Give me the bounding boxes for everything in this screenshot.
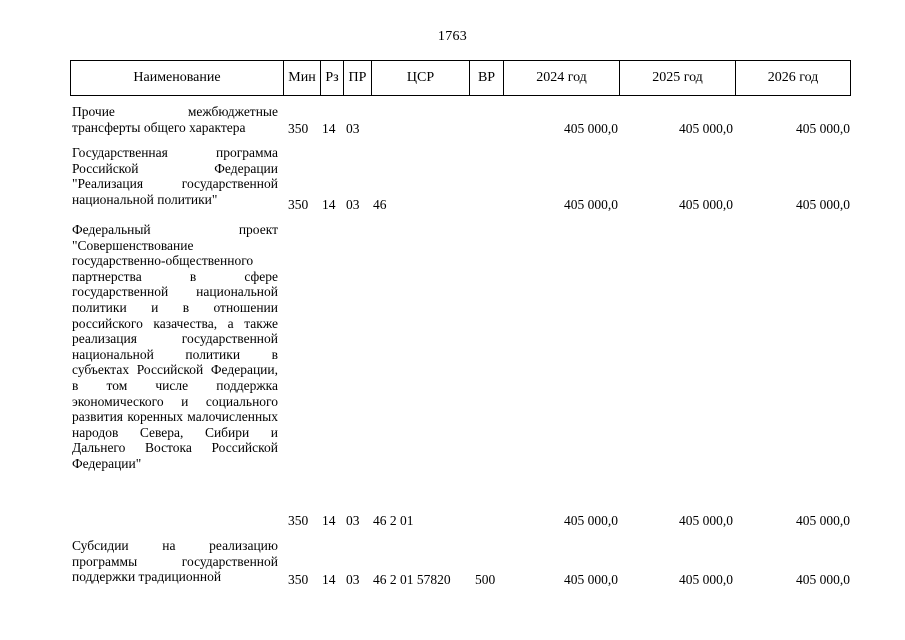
- row-min: 350: [288, 121, 309, 136]
- row-name: Субсидии на реализацию программы государственной поддержки традиционной: [72, 538, 278, 585]
- page-number: 1763: [437, 29, 468, 44]
- row-2025: 405 000,0: [679, 572, 733, 587]
- row-vr: 500: [475, 572, 496, 587]
- row-csr: 46: [373, 197, 387, 212]
- row-2025: 405 000,0: [679, 197, 733, 212]
- row-min: 350: [288, 572, 309, 587]
- row-pr: 03: [346, 513, 360, 528]
- row-2024: 405 000,0: [564, 197, 618, 212]
- row-rz: 14: [322, 513, 336, 528]
- header-csr: ЦСР: [371, 61, 469, 95]
- row-min: 350: [288, 513, 309, 528]
- row-min: 350: [288, 197, 309, 212]
- row-rz: 14: [322, 121, 336, 136]
- header-2025: 2025 год: [619, 61, 735, 95]
- row-2025: 405 000,0: [679, 513, 733, 528]
- header-rz: Рз: [320, 61, 343, 95]
- table-header: [70, 60, 851, 96]
- header-min: Мин: [283, 61, 320, 95]
- row-csr: 46 2 01: [373, 513, 414, 528]
- row-2024: 405 000,0: [564, 572, 618, 587]
- header-name: Наименование: [133, 70, 221, 85]
- row-2025: 405 000,0: [679, 121, 733, 136]
- row-rz: 14: [322, 572, 336, 587]
- row-rz: 14: [322, 197, 336, 212]
- header-2024: 2024 год: [503, 61, 619, 95]
- row-csr: 46 2 01 57820: [373, 572, 451, 587]
- header-pr: ПР: [343, 61, 371, 95]
- header-2026: 2026 год: [735, 61, 850, 95]
- row-2026: 405 000,0: [796, 121, 850, 136]
- row-2024: 405 000,0: [564, 121, 618, 136]
- header-vr: ВР: [469, 61, 503, 95]
- row-name: Государственная программа Российской Федерации "Реализация государственной национальной политики": [72, 145, 278, 207]
- row-name: Прочие межбюджетные трансферты общего характера: [72, 104, 278, 135]
- row-2026: 405 000,0: [796, 513, 850, 528]
- row-2026: 405 000,0: [796, 572, 850, 587]
- row-2026: 405 000,0: [796, 197, 850, 212]
- row-2024: 405 000,0: [564, 513, 618, 528]
- row-name: Федеральный проект "Совершенствование государственно-общественного партнерства в сфере государственной национальной политики и в отношении российского казачества, а также реализация государственной национальной политики в субъектах Российской Федерации, в том числе поддержка экономического и социального развития коренных малочисленных народов Севера, Сибири и Дальнего Востока Российской Федерации": [72, 222, 278, 471]
- row-pr: 03: [346, 197, 360, 212]
- row-pr: 03: [346, 572, 360, 587]
- row-pr: 03: [346, 121, 360, 136]
